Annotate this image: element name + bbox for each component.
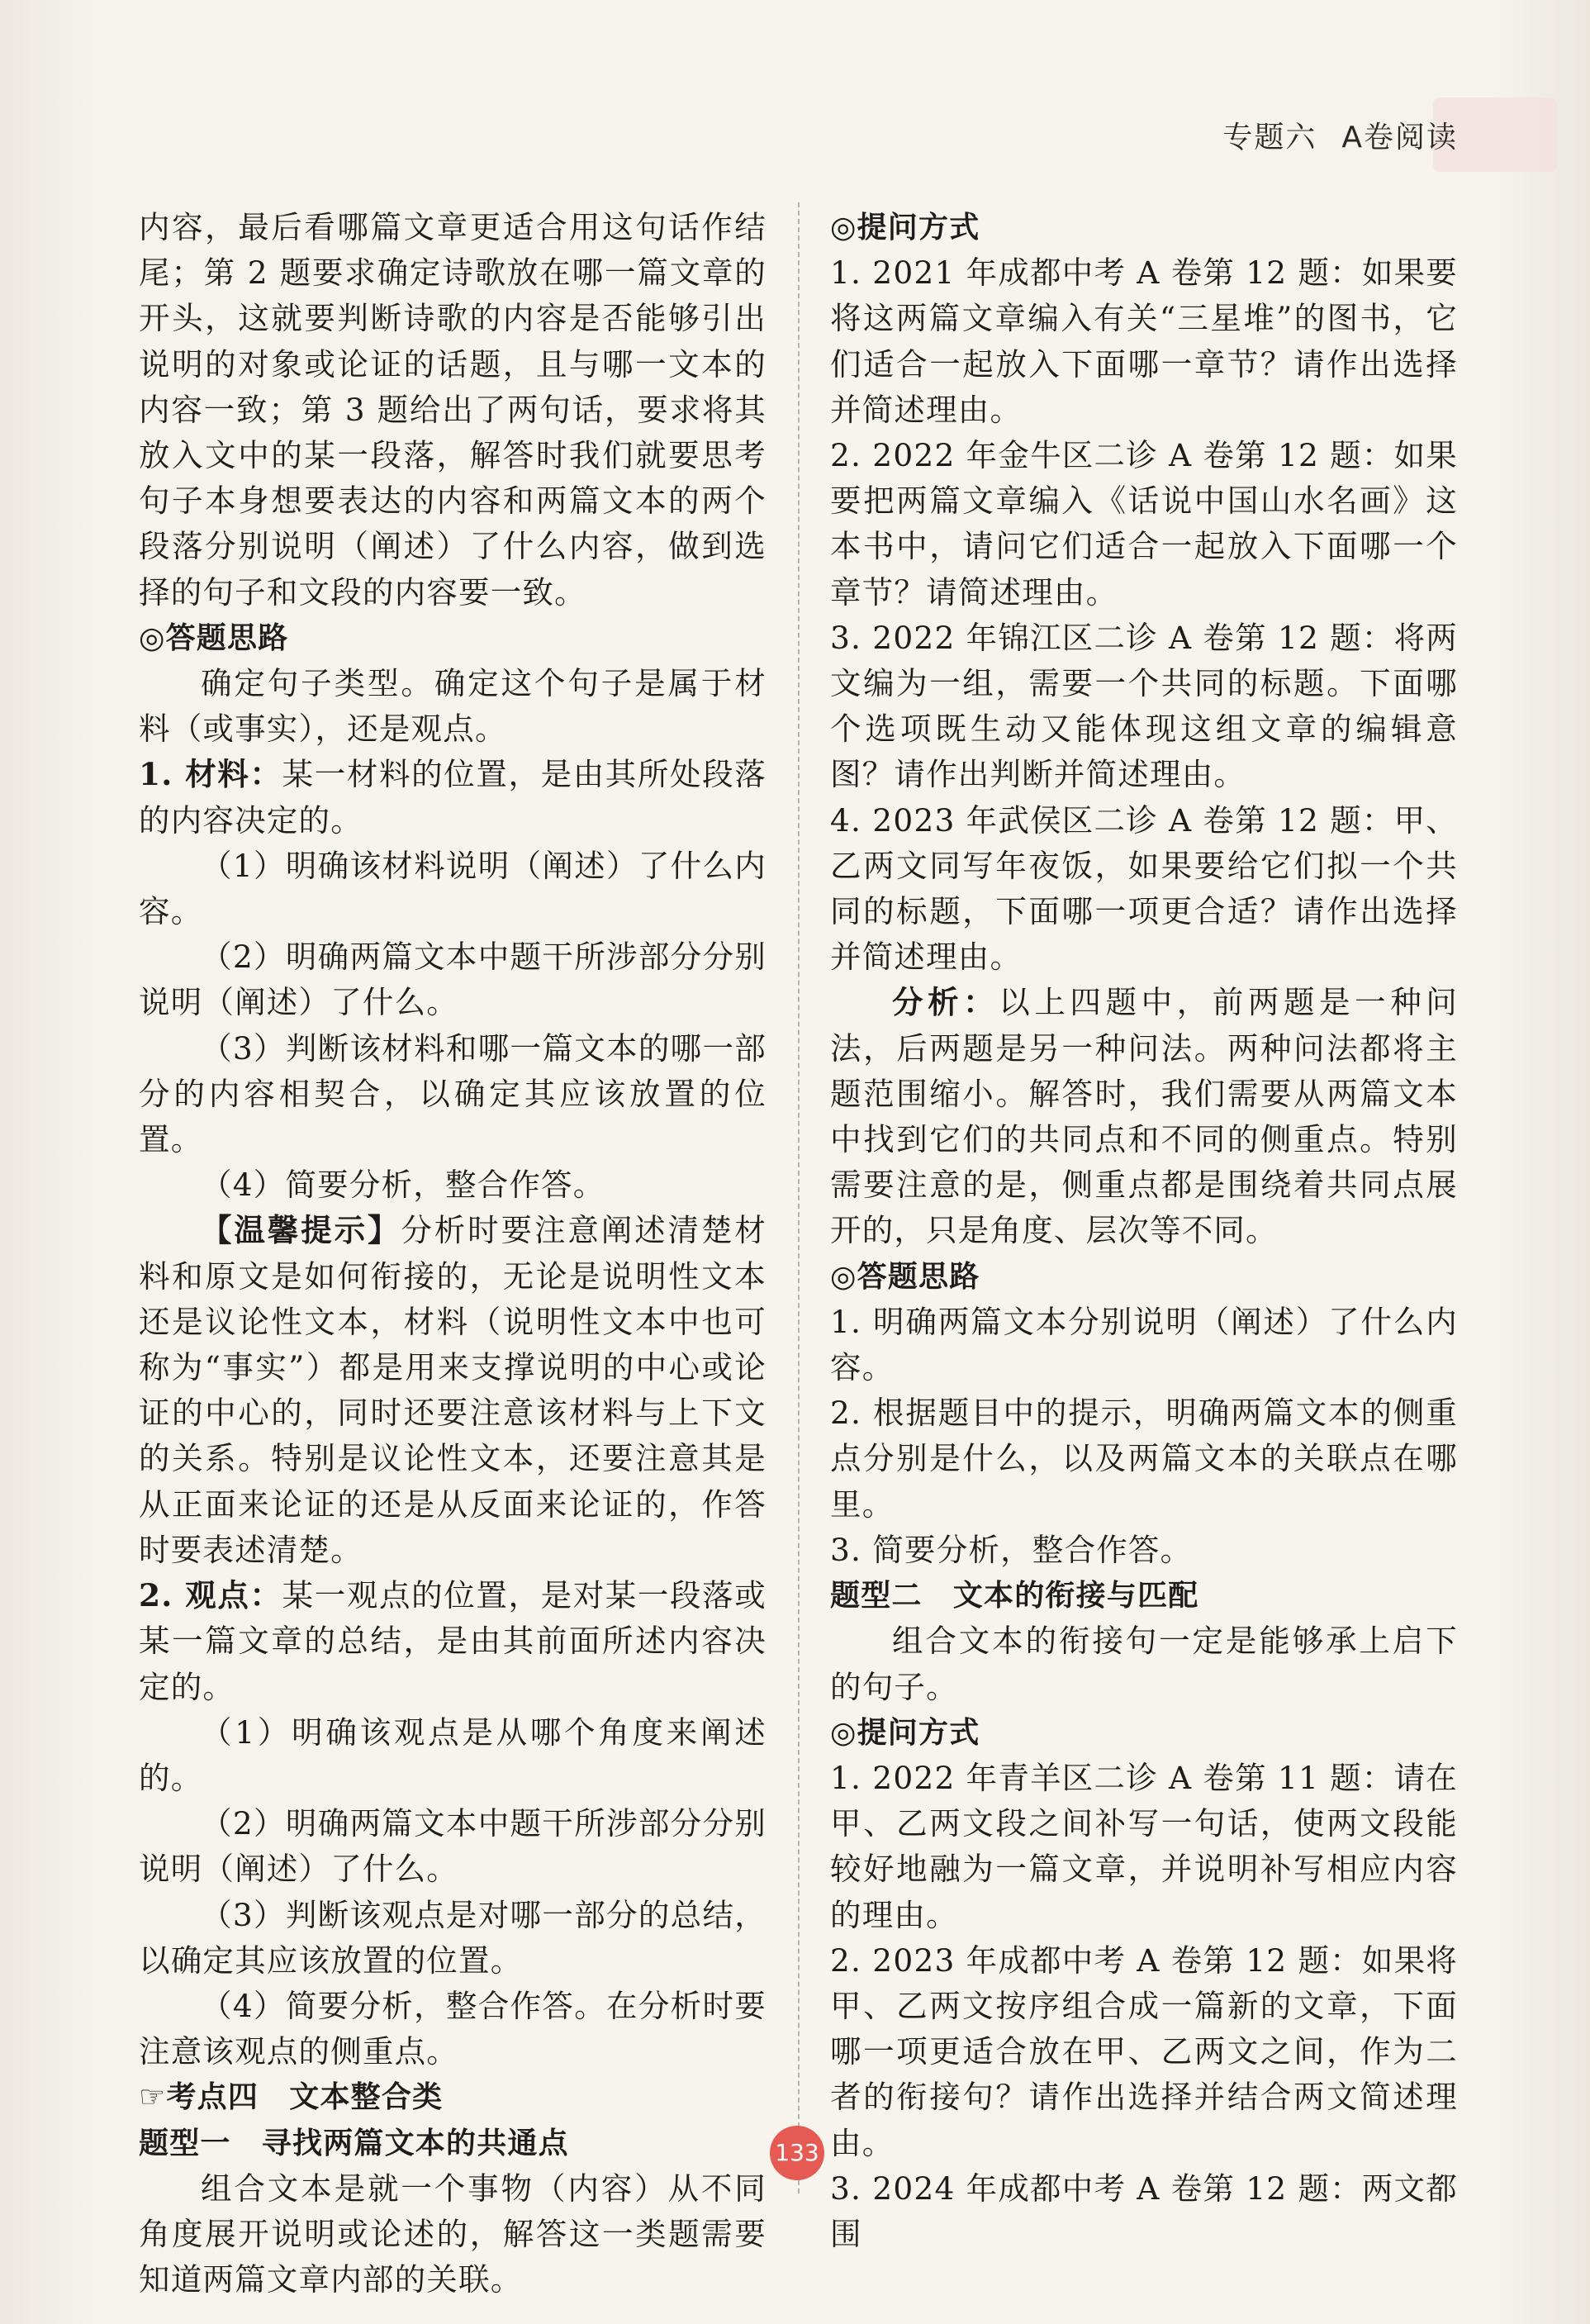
viewpoint-step-3: （3）判断该观点是对哪一部分的总结，以确定其应该放置的位置。 (139, 1896, 767, 1979)
material-step-1: （1）明确该材料说明（阐述）了什么内容。 (139, 847, 767, 930)
viewpoint-step-1: （1）明确该观点是从哪个角度来阐述的。 (139, 1713, 767, 1796)
warm-tip-text: 分析时要注意阐述清楚材料和原文是如何衔接的，无论是说明性文本还是议论性文本，材料（说明性文本中也可称为“事实”）都是用来支撑说明的中心或论证的中心的，同时还要注意该材料与上下文的关系。特别是议论性文本，还要注意其是从正面来论证的还是从反面来论证的，作答时要表述清楚。 (139, 1212, 767, 1568)
heading-approach-2: ◎答题思路 (830, 1259, 980, 1294)
left-column (139, 205, 767, 2303)
column-divider (798, 202, 800, 2193)
heading-kaodian-4: ☞考点四 文本整合类 (139, 2080, 444, 2115)
material-step-3: （3）判断该材料和哪一篇文本的哪一部分的内容相契合，以确定其应该放置的位置。 (139, 1029, 767, 1158)
analysis-text: 以上四题中，前两题是一种问法，后两题是另一种问法。两种问法都将主题范围缩小。解答时，我们需要从两篇文本中找到它们的共同点和不同的侧重点。特别需要注意的是，侧重点都是围绕着共同点展开的，只是角度、层次等不同。 (830, 984, 1458, 1249)
viewpoint-text: 某一观点的位置，是对某一段落或某一篇文章的总结，是由其前面所述内容决定的。 (139, 1577, 767, 1705)
heading-type-1: 题型一 寻找两篇文本的共通点 (139, 2126, 569, 2160)
question-1: 1. 2021 年成都中考 A 卷第 12 题：如果要将这两篇文章编入有关“三星堆”的图书，它们适合一起放入下面哪一章节？请作出选择并简述理由。 (830, 254, 1458, 428)
approach-step-1: 1. 明确两篇文本分别说明（阐述）了什么内容。 (830, 1303, 1458, 1386)
question-b3: 3. 2024 年成都中考 A 卷第 12 题：两文都围 (830, 2170, 1458, 2252)
approach-step-2: 2. 根据题目中的提示，明确两篇文本的侧重点分别是什么，以及两篇文本的关联点在哪里。 (830, 1395, 1458, 1523)
header-section: 专题六 (1222, 121, 1317, 154)
heading-type-2: 题型二 文本的衔接与匹配 (830, 1579, 1199, 1613)
viewpoint-step-4: （4）简要分析，整合作答。在分析时要注意该观点的侧重点。 (139, 1987, 767, 2070)
heading-question-style: ◎提问方式 (830, 211, 980, 245)
analysis-label: 分析： (892, 984, 999, 1021)
question-2: 2. 2022 年金牛区二诊 A 卷第 12 题：如果要把两篇文章编入《话说中国山水名画》这本书中，请问它们适合一起放入下面哪一个章节？请简述理由。 (830, 437, 1458, 611)
material-step-2: （2）明确两篇文本中题干所涉部分分别说明（阐述）了什么。 (139, 939, 767, 1021)
right-column (830, 205, 1458, 2257)
paragraph-continued: 内容，最后看哪篇文章更适合用这句话作结尾；第 2 题要求确定诗歌放在哪一篇文章的开头，这就要判断诗歌的内容是否能够引出说明的对象或论证的话题，且与哪一文本的内容一致；第 3 题给出了两句话，要求将其放入文中的某一段落，解答时我们就要思考句子本身想要表达的内容和两篇文本的两个段落分别说明（阐述）了什么内容，做到选择的句子和文段的内容要一致。 (139, 209, 767, 611)
question-4: 4. 2023 年武侯区二诊 A 卷第 12 题：甲、乙两文同写年夜饭，如果要给它们拟一个共同的标题，下面哪一项更合适？请作出选择并简述理由。 (830, 801, 1458, 976)
viewpoint-label: 2. 观点： (139, 1577, 282, 1614)
warm-tip (139, 1208, 767, 1573)
material-point (139, 752, 767, 843)
paragraph-type-1: 组合文本是就一个事物（内容）从不同角度展开说明或论述的，解答这一类题需要知道两篇文章内部的关联。 (139, 2170, 767, 2298)
paragraph-type-2: 组合文本的衔接句一定是能够承上启下的句子。 (830, 1623, 1458, 1705)
material-label: 1. 材料： (139, 756, 282, 793)
approach-step-3: 3. 简要分析，整合作答。 (830, 1531, 1193, 1568)
viewpoint-step-2: （2）明确两篇文本中题干所涉部分分别说明（阐述）了什么。 (139, 1805, 767, 1888)
heading-approach: ◎答题思路 (139, 620, 289, 655)
material-step-4: （4）简要分析，整合作答。 (201, 1167, 605, 1204)
question-3: 3. 2022 年锦江区二诊 A 卷第 12 题：将两文编为一组，需要一个共同的标题。下面哪个选项既生动又能体现这组文章的编辑意图？请作出判断并简述理由。 (830, 619, 1458, 793)
viewpoint-point (139, 1573, 767, 1710)
question-b1: 1. 2022 年青羊区二诊 A 卷第 11 题：请在甲、乙两文段之间补写一句话，使两文段能较好地融为一篇文章，并说明补写相应内容的理由。 (830, 1759, 1458, 1933)
material-text: 某一材料的位置，是由其所处段落的内容决定的。 (139, 756, 767, 839)
analysis (830, 980, 1458, 1253)
question-b2: 2. 2023 年成都中考 A 卷第 12 题：如果将甲、乙两文按序组合成一篇新的文章，下面哪一项更适合放在甲、乙两文之间，作为二者的衔接句？请作出选择并结合两文简述理由。 (830, 1941, 1458, 2161)
heading-question-style-2: ◎提问方式 (830, 1715, 980, 1750)
paragraph-sentence-type: 确定句子类型。确定这个句子是属于材料（或事实），还是观点。 (139, 665, 767, 748)
page-number-badge: 133 (770, 2126, 824, 2180)
header-title: A卷阅读 (1341, 121, 1458, 154)
running-header (1222, 114, 1458, 156)
warm-tip-label: 【温馨提示】 (201, 1212, 401, 1249)
